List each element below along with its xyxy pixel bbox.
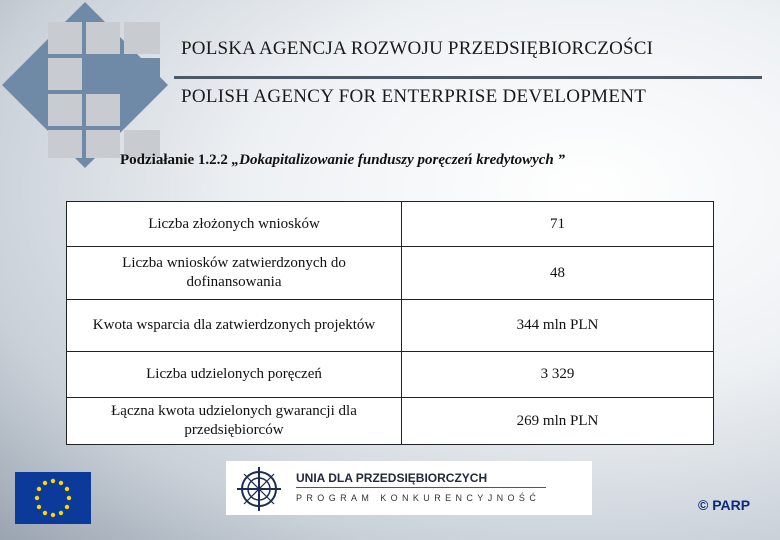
row-label: Liczba złożonych wniosków [67,202,402,247]
table-row [67,300,714,352]
row-label: Liczba udzielonych poręczeń [67,352,402,398]
eu-flag-icon [15,472,91,524]
program-name: PROGRAM KONKURENCYJNOŚĆ [296,493,541,503]
union-divider [296,487,546,488]
table-row [67,202,714,247]
agency-title-polish: POLSKA AGENCJA ROZWOJU PRZEDSIĘBIORCZOŚCI [181,38,654,59]
row-value: 71 [402,202,714,247]
table-row [67,352,714,398]
row-label: Łączna kwota udzielonych gwarancji dla przedsiębiorców [67,398,402,445]
table-row [67,398,714,445]
table-row [67,247,714,300]
eu-stars [15,472,91,524]
row-value: 48 [402,247,714,300]
agency-title-english: POLISH AGENCY FOR ENTERPRISE DEVELOPMENT [181,86,647,107]
measure-subtitle [120,152,565,169]
copyright: © PARP [698,497,751,513]
row-value: 3 329 [402,352,714,398]
union-name: UNIA DLA PRZEDSIĘBIORCZYCH [296,471,488,485]
subtitle-measure-name: „Dokapitalizowanie funduszy poręczeń kredytowych ” [231,152,566,168]
parp-logo [0,0,170,170]
row-value: 269 mln PLN [402,398,714,445]
header-divider [174,76,762,79]
row-value: 344 mln PLN [402,300,714,352]
row-label: Liczba wniosków zatwierdzonych do dofinansowania [67,247,402,300]
statistics-table [66,201,714,445]
subtitle-prefix: Podziałanie 1.2.2 [120,152,232,168]
row-label: Kwota wsparcia dla zatwierdzonych projektów [67,300,402,352]
compass-emblem-icon [236,466,282,512]
union-banner [226,461,592,515]
